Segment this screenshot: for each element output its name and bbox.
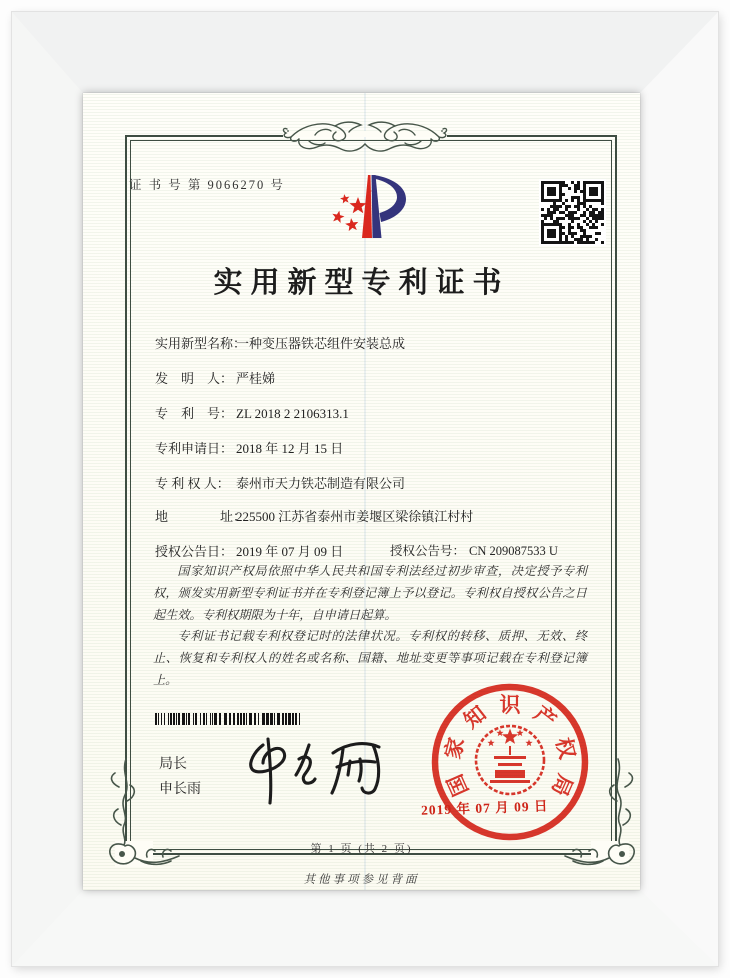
certificate-number: 证 书 号 第 9066270 号 xyxy=(129,178,285,192)
signer-name: 申长雨 xyxy=(159,780,201,796)
handwritten-signature xyxy=(241,735,391,807)
field-label: 授权公告号： xyxy=(390,544,466,558)
field-row-grant-date xyxy=(155,541,558,561)
legal-paragraph-1: 国家知识产权局依照中华人民共和国专利法经过初步审查，决定授予专利权，颁发实用新型专利证书并在专利登记簿上予以登记。专利权自授权公告之日起生效。专利权期限为十年，自申请日起算。 xyxy=(153,564,587,622)
field-label: 专 利 号： xyxy=(155,406,234,421)
svg-text:国: 国 xyxy=(442,770,474,800)
barcode xyxy=(155,713,301,725)
field-label: 专 利 权 人： xyxy=(155,476,230,491)
field-row-name xyxy=(155,333,405,353)
field-label: 授权公告日： xyxy=(155,544,234,559)
svg-text:产: 产 xyxy=(529,701,561,734)
svg-text:识: 识 xyxy=(499,693,521,717)
seal-date: 2019 年 07 月 09 日 xyxy=(420,798,549,818)
page-indicator: 第 1 页 (共 2 页) xyxy=(310,843,413,855)
field-label: 专利申请日： xyxy=(155,441,234,456)
signer-title: 局长 xyxy=(159,755,187,771)
svg-text:权: 权 xyxy=(551,735,580,762)
field-value: 泰州市天力铁芯制造有限公司 xyxy=(236,476,406,491)
signer-block xyxy=(159,751,201,801)
legal-text xyxy=(153,561,587,692)
field-label: 地 址： xyxy=(155,509,247,524)
svg-text:局: 局 xyxy=(546,770,578,800)
field-value: ZL 2018 2 2106313.1 xyxy=(236,406,349,421)
dragon-ornament-icon xyxy=(279,115,451,155)
legal-paragraph-2: 专利证书记载专利权登记时的法律状况。专利权的转移、质押、无效、终止、恢复和专利权人的姓名或名称、国籍、地址变更等事项记载在专利登记簿上。 xyxy=(153,629,587,687)
field-value: 2018 年 12 月 15 日 xyxy=(236,441,344,456)
svg-text:知: 知 xyxy=(459,701,491,734)
field-label: 实用新型名称： xyxy=(155,336,247,351)
field-value: 225500 江苏省泰州市姜堰区梁徐镇江村村 xyxy=(236,509,474,524)
national-emblem-icon xyxy=(476,726,544,794)
field-value: 2019 年 07 月 09 日 xyxy=(236,544,344,559)
official-seal-icon xyxy=(428,680,592,844)
certificate-paper xyxy=(83,93,640,890)
back-note: 其他事项参见背面 xyxy=(303,874,420,886)
cnipa-logo-icon xyxy=(323,169,418,249)
field-row-inventor xyxy=(155,368,275,388)
field-value: 严桂娣 xyxy=(236,371,276,386)
field-grant-number xyxy=(390,541,558,559)
field-row-filing-date xyxy=(155,438,343,458)
qr-code xyxy=(539,179,606,246)
field-value: CN 209087533 U xyxy=(469,544,558,558)
field-label: 发 明 人： xyxy=(155,371,234,386)
field-row-patentee xyxy=(155,473,405,493)
field-row-patent-no xyxy=(155,403,349,423)
field-row-address xyxy=(155,506,473,526)
field-value: 一种变压器铁芯组件安装总成 xyxy=(236,336,406,351)
picture-frame xyxy=(12,12,718,966)
svg-text:家: 家 xyxy=(440,735,469,762)
certificate-title: 实用新型专利证书 xyxy=(213,267,510,299)
